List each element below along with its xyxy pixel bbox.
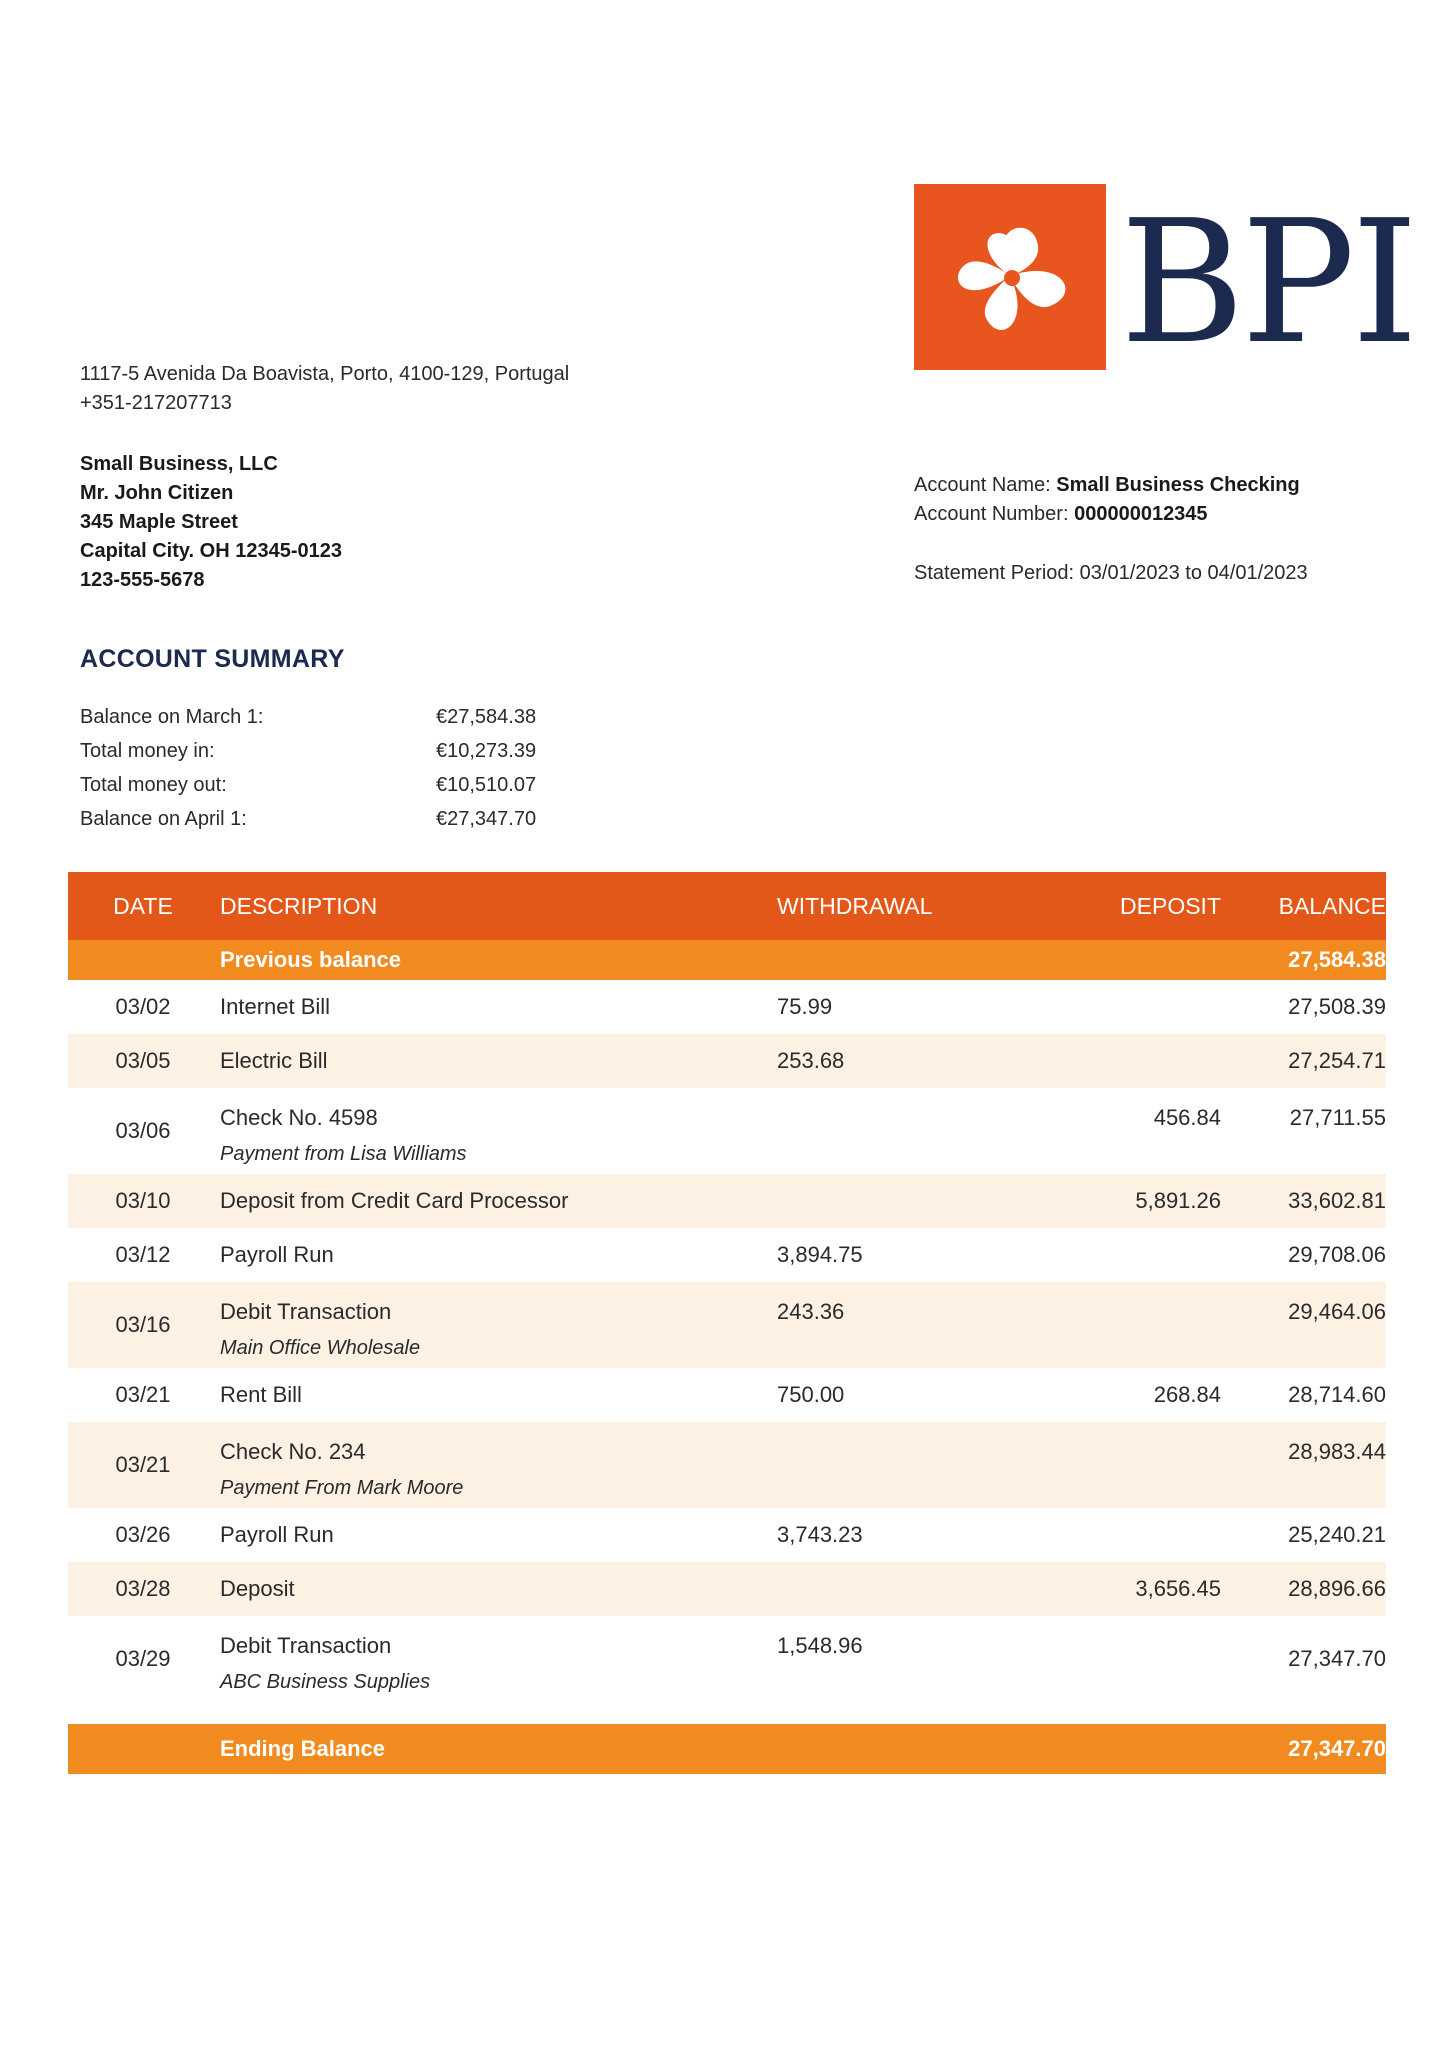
row-description: Check No. 4598 — [220, 1105, 378, 1130]
summary-value: €10,510.07 — [436, 774, 537, 796]
row-deposit — [1037, 1228, 1221, 1282]
summary-row — [80, 734, 536, 768]
row-date: 03/28 — [115, 1576, 171, 1601]
row-description: Electric Bill — [220, 1048, 328, 1073]
row-balance: 29,464.06 — [1288, 1299, 1386, 1324]
row-description: Internet Bill — [220, 994, 331, 1019]
row-deposit — [1037, 980, 1221, 1034]
previous-balance-value: 27,584.38 — [1288, 947, 1386, 972]
recipient-name: Mr. John Citizen — [80, 482, 234, 504]
account-name-value: Small Business Checking — [1056, 474, 1300, 496]
table-row — [68, 1282, 1386, 1368]
recipient-company: Small Business, LLC — [80, 453, 278, 475]
row-description: Rent Bill — [220, 1382, 302, 1407]
row-withdrawal — [777, 1174, 1037, 1228]
row-description: Deposit from Credit Card Processor — [220, 1188, 569, 1213]
table-row — [68, 1368, 1386, 1422]
table-row — [68, 1422, 1386, 1508]
summary-label: Balance on April 1: — [80, 808, 247, 830]
row-date: 03/10 — [115, 1188, 171, 1213]
header-description: DESCRIPTION — [220, 893, 378, 919]
summary-label: Total money out: — [80, 774, 227, 796]
recipient-phone: 123-555-5678 — [80, 569, 205, 591]
row-withdrawal: 253.68 — [777, 1048, 845, 1073]
summary-label: Balance on March 1: — [80, 706, 264, 728]
row-deposit — [1037, 1616, 1221, 1702]
summary-title: ACCOUNT SUMMARY — [80, 645, 345, 673]
row-date: 03/05 — [115, 1048, 171, 1073]
row-withdrawal: 243.36 — [777, 1299, 845, 1324]
row-description: Debit Transaction — [220, 1299, 392, 1324]
row-balance: 27,711.55 — [1289, 1105, 1386, 1130]
row-date: 03/12 — [115, 1242, 171, 1267]
row-withdrawal — [777, 1088, 1037, 1174]
bank-address: 1117-5 Avenida Da Boavista, Porto, 4100-129, Portugal — [80, 363, 570, 385]
table-row — [68, 980, 1386, 1034]
row-withdrawal: 750.00 — [777, 1382, 845, 1407]
row-deposit — [1037, 1422, 1221, 1508]
row-subdescription: ABC Business Supplies — [220, 1671, 431, 1693]
row-deposit: 3,656.45 — [1135, 1576, 1221, 1601]
header-withdrawal: WITHDRAWAL — [777, 893, 933, 919]
row-balance: 33,602.81 — [1288, 1188, 1386, 1213]
header-deposit: DEPOSIT — [1120, 893, 1221, 919]
row-subdescription: Main Office Wholesale — [220, 1337, 421, 1359]
row-withdrawal: 3,894.75 — [777, 1242, 863, 1267]
row-balance: 27,508.39 — [1288, 994, 1386, 1019]
row-description: Payroll Run — [220, 1242, 334, 1267]
previous-balance-label: Previous balance — [220, 947, 401, 972]
ending-balance-value: 27,347.70 — [1288, 1736, 1386, 1761]
row-balance: 28,983.44 — [1288, 1439, 1386, 1464]
bank-address-block — [80, 360, 569, 418]
row-deposit — [1037, 1282, 1221, 1368]
account-number-line — [914, 500, 1308, 529]
summary-row — [80, 768, 536, 802]
recipient-city: Capital City. OH 12345-0123 — [80, 540, 342, 562]
row-withdrawal: 1,548.96 — [777, 1633, 863, 1658]
ending-balance-label: Ending Balance — [220, 1736, 386, 1761]
row-withdrawal — [777, 1422, 1037, 1508]
bank-logo — [914, 184, 1415, 382]
row-subdescription: Payment From Mark Moore — [220, 1477, 464, 1499]
table-row — [68, 1616, 1386, 1702]
row-date: 03/16 — [115, 1312, 171, 1337]
row-withdrawal: 75.99 — [777, 994, 833, 1019]
row-deposit: 5,891.26 — [1135, 1188, 1221, 1213]
row-deposit: 268.84 — [1153, 1382, 1221, 1407]
row-balance: 27,347.70 — [1288, 1646, 1386, 1671]
flower-logo-icon — [914, 184, 1106, 370]
bank-phone: +351-217207713 — [80, 392, 232, 414]
summary-value: €27,347.70 — [436, 808, 537, 830]
row-withdrawal — [777, 1562, 1037, 1616]
row-balance: 28,714.60 — [1288, 1382, 1386, 1407]
account-name-line — [914, 471, 1308, 500]
table-row — [68, 1508, 1386, 1562]
row-balance: 29,708.06 — [1288, 1242, 1386, 1267]
row-balance: 28,896.66 — [1288, 1576, 1386, 1601]
row-date: 03/06 — [115, 1118, 171, 1143]
row-balance: 27,254.71 — [1288, 1048, 1386, 1073]
transactions-table — [68, 872, 1386, 1774]
previous-balance-row — [68, 940, 1386, 980]
header-balance: BALANCE — [1278, 893, 1386, 919]
ending-balance-row — [68, 1724, 1386, 1774]
table-header — [68, 872, 1386, 940]
account-number-label: Account Number: — [914, 503, 1069, 525]
account-summary — [80, 700, 536, 836]
summary-value: €10,273.39 — [436, 740, 537, 762]
logo-wordmark: BPI — [1120, 184, 1415, 382]
row-description: Deposit — [220, 1576, 295, 1601]
row-description: Check No. 234 — [220, 1439, 366, 1464]
row-description: Debit Transaction — [220, 1633, 392, 1658]
table-row — [68, 1228, 1386, 1282]
summary-row — [80, 700, 536, 734]
row-deposit: 456.84 — [1153, 1105, 1221, 1130]
statement-period: Statement Period: 03/01/2023 to 04/01/2023 — [914, 562, 1308, 584]
table-row — [68, 1088, 1386, 1174]
recipient-street: 345 Maple Street — [80, 511, 238, 533]
row-deposit — [1037, 1034, 1221, 1088]
row-subdescription: Payment from Lisa Williams — [220, 1143, 467, 1165]
summary-value: €27,584.38 — [436, 706, 537, 728]
header-date: DATE — [113, 893, 173, 919]
summary-row — [80, 802, 536, 836]
row-description: Payroll Run — [220, 1522, 334, 1547]
account-name-label: Account Name: — [914, 474, 1051, 496]
row-withdrawal: 3,743.23 — [777, 1522, 863, 1547]
table-row — [68, 1562, 1386, 1616]
row-date: 03/02 — [115, 994, 171, 1019]
recipient-block — [80, 450, 342, 595]
table-row — [68, 1174, 1386, 1228]
table-row — [68, 1034, 1386, 1088]
row-date: 03/26 — [115, 1522, 171, 1547]
account-info — [914, 471, 1308, 588]
row-deposit — [1037, 1508, 1221, 1562]
row-date: 03/21 — [115, 1382, 171, 1407]
summary-label: Total money in: — [80, 740, 215, 762]
row-date: 03/21 — [115, 1452, 171, 1477]
account-number-value: 000000012345 — [1074, 503, 1208, 525]
row-date: 03/29 — [115, 1646, 171, 1671]
row-balance: 25,240.21 — [1288, 1522, 1386, 1547]
